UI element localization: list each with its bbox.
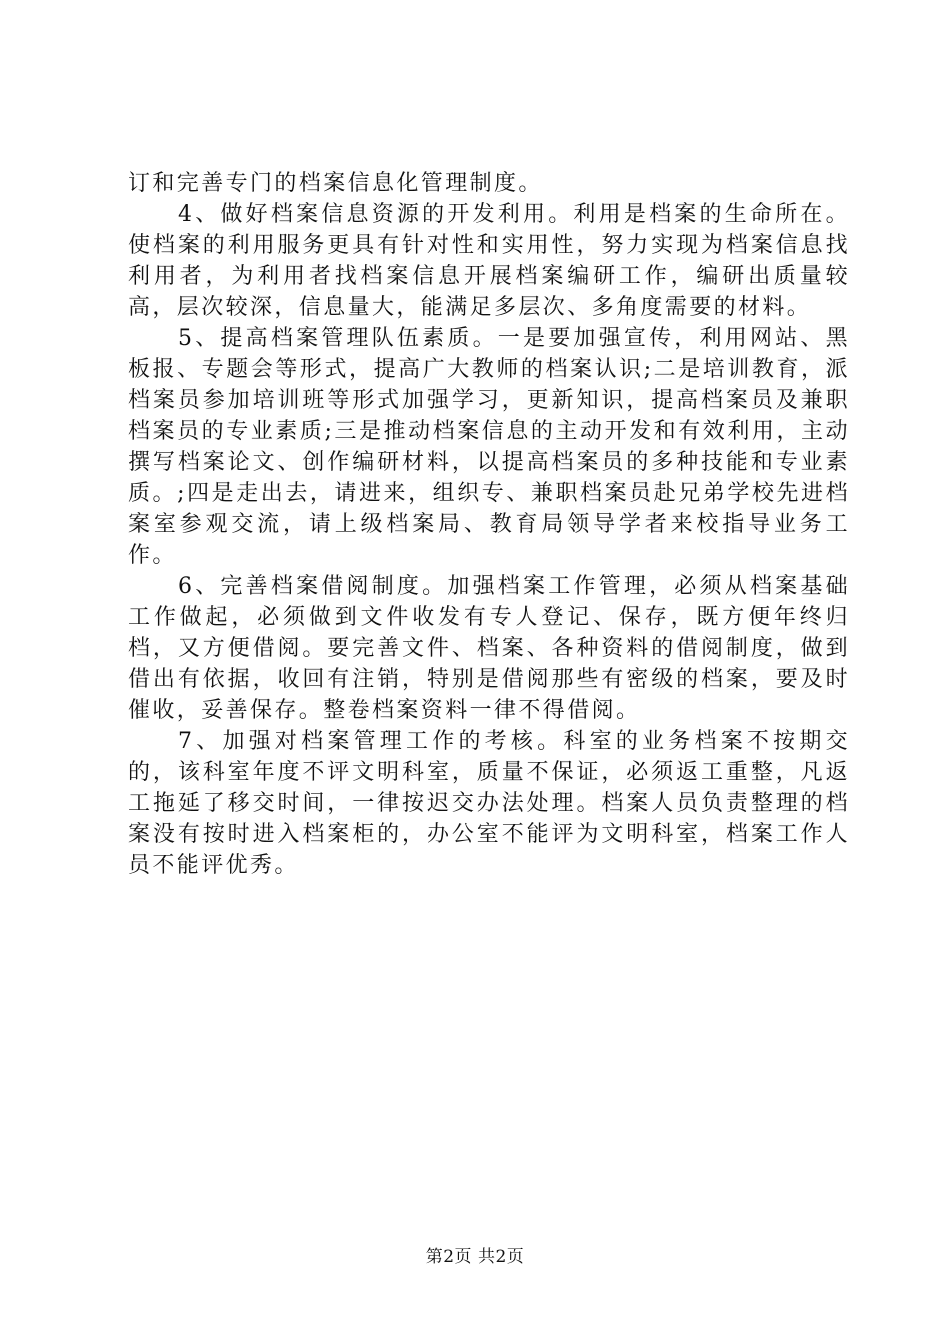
paragraph-continuation: 订和完善专门的档案信息化管理制度。 <box>128 171 543 196</box>
page-number-footer: 第2页 共2页 <box>425 1247 525 1267</box>
document-body <box>128 168 850 881</box>
paragraph-item-4: 4、做好档案信息资源的开发利用。利用是档案的生命所在。使档案的利用服务更具有针对性和实用性，努力实现为档案信息找利用者，为利用者找档案信息开展档案编研工作，编研出质量较高，层次较深，信息量大，能满足多层次、多角度需要的材料。 <box>128 202 850 320</box>
paragraph-item-5: 5、提高档案管理队伍素质。一是要加强宣传，利用网站、黑板报、专题会等形式，提高广大教师的档案认识;二是培训教育，派档案员参加培训班等形式加强学习，更新知识，提高档案员及兼职档案员的专业素质;三是推动档案信息的主动开发和有效利用，主动撰写档案论文、创作编研材料，以提高档案员的多种技能和专业素质。;四是走出去，请进来，组织专、兼职档案员赴兄弟学校先进档案室参观交流，请上级档案局、教育局领导学者来校指导业务工作。 <box>128 326 850 568</box>
paragraph-item-7: 7、加强对档案管理工作的考核。科室的业务档案不按期交的，该科室年度不评文明科室，质量不保证，必须返工重整，凡返工拖延了移交时间，一律按迟交办法处理。档案人员负责整理的档案没有按时进入档案柜的，办公室不能评为文明科室，档案工作人员不能评优秀。 <box>128 729 850 878</box>
paragraph-item-6: 6、完善档案借阅制度。加强档案工作管理，必须从档案基础工作做起，必须做到文件收发有专人登记、保存，既方便年终归档，又方便借阅。要完善文件、档案、各种资料的借阅制度，做到借出有依据，收回有注销，特别是借阅那些有密级的档案，要及时催收，妥善保存。整卷档案资料一律不得借阅。 <box>128 574 850 723</box>
